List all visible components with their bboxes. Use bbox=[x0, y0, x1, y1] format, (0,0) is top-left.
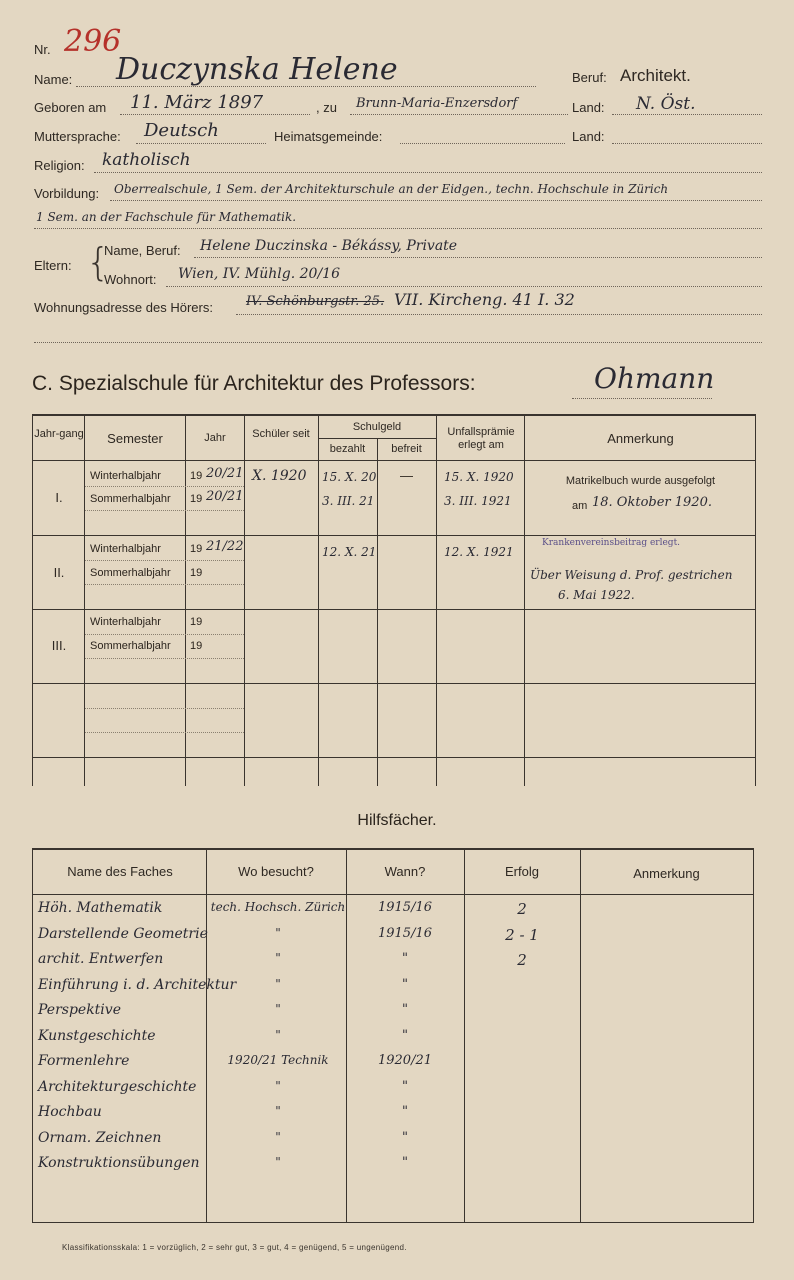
classification-scale: Klassifikationsskala: 1 = vorzüglich, 2 = sehr gut, 3 = gut, 4 = genügend, 5 = ungenügend. bbox=[62, 1243, 407, 1252]
hf-row-wann: " bbox=[402, 1155, 408, 1170]
vorbildung-line2: 1 Sem. an der Fachschule für Mathematik. bbox=[36, 210, 297, 224]
row1-unfall-2: 3. III. 1921 bbox=[444, 494, 512, 508]
hf-row-wo: " bbox=[275, 1129, 281, 1144]
row2-winter-jahr-prefix: 19 bbox=[190, 543, 203, 555]
col-jahr: Jahr bbox=[204, 432, 226, 444]
row2-bezahlt-1: 12. X. 21 bbox=[322, 545, 377, 559]
col-schulgeld: Schulgeld bbox=[352, 421, 402, 433]
zu-value: Brunn-Maria-Enzersdorf bbox=[356, 96, 518, 111]
hf-row-name: Formenlehre bbox=[38, 1053, 130, 1069]
hf-row-name: archit. Entwerfen bbox=[38, 951, 164, 967]
name-value: Duczynska Helene bbox=[116, 52, 398, 87]
col-semester: Semester bbox=[107, 431, 163, 446]
hf-row-wann: " bbox=[402, 1027, 408, 1043]
row2-winter-jahr: 21/22 bbox=[206, 539, 244, 554]
row2-sommer-jahr-prefix: 19 bbox=[190, 567, 203, 579]
hf-row-wann: " bbox=[402, 1002, 408, 1017]
hf-col-name: Name des Faches bbox=[67, 864, 173, 879]
hf-row-name: Kunstgeschichte bbox=[38, 1027, 156, 1044]
hf-row-name: Perspektive bbox=[38, 1002, 121, 1018]
hf-row-erfolg: 2 bbox=[517, 951, 527, 969]
hf-row-wann: 1920/21 bbox=[377, 1053, 432, 1068]
col-jahrgang: Jahr-gang bbox=[34, 428, 84, 440]
col-anmerkung: Anmerkung bbox=[607, 431, 674, 446]
row2-sommer: Sommerhalbjahr bbox=[90, 567, 171, 579]
row1-unfall-1: 15. X. 1920 bbox=[444, 470, 514, 484]
section-c-title: C. Spezialschule für Architektur des Professors: bbox=[32, 372, 476, 395]
nr-label: Nr. bbox=[34, 42, 51, 57]
religion-label: Religion: bbox=[34, 158, 85, 173]
row1-schueler: X. 1920 bbox=[252, 468, 307, 484]
row1-winter-jahr-prefix: 19 bbox=[190, 470, 203, 482]
adresse-struck: IV. Schönburgstr. 25. bbox=[246, 294, 385, 309]
name-label: Name: bbox=[34, 72, 73, 87]
row3-jahrgang: III. bbox=[51, 638, 67, 653]
hf-row-wann: " bbox=[402, 1129, 408, 1145]
adresse-label: Wohnungsadresse des Hörers: bbox=[34, 300, 213, 315]
row1-bezahlt-2: 3. III. 21 bbox=[322, 494, 375, 508]
muttersprache-label: Muttersprache: bbox=[34, 129, 121, 144]
hf-row-wo: " bbox=[275, 925, 281, 940]
hf-col-erfolg: Erfolg bbox=[505, 864, 539, 879]
row2-unfall-1: 12. X. 1921 bbox=[444, 545, 514, 559]
hf-row-erfolg: 2 - 1 bbox=[505, 925, 539, 944]
hf-row-wann: " bbox=[402, 1104, 408, 1119]
eltern-wohnort-value: Wien, IV. Mühlg. 20/16 bbox=[178, 266, 340, 282]
row3-sommer: Sommerhalbjahr bbox=[90, 640, 171, 652]
vorbildung-line1: Oberrealschule, 1 Sem. der Architekturschule an der Eidgen., techn. Hochschule in Zürich bbox=[114, 182, 669, 196]
row3-winter-jahr-prefix: 19 bbox=[190, 616, 203, 628]
eltern-name-value: Helene Duczinska - Békássy, Private bbox=[200, 238, 458, 254]
adresse-value: VII. Kircheng. 41 I. 32 bbox=[394, 290, 575, 309]
hf-row-wo: " bbox=[275, 1104, 281, 1118]
hf-row-wann: " bbox=[402, 976, 408, 992]
heimat-label: Heimatsgemeinde: bbox=[274, 129, 383, 144]
hf-row-name: Höh. Mathematik bbox=[38, 900, 163, 916]
nr-value: 296 bbox=[64, 24, 122, 59]
beruf-label: Beruf: bbox=[572, 70, 607, 85]
col-unfall: Unfallsprämie erlegt am bbox=[447, 426, 515, 451]
eltern-wohnort-label: Wohnort: bbox=[104, 272, 157, 287]
row1-bezahlt-1: 15. X. 20 bbox=[322, 470, 377, 484]
geboren-label: Geboren am bbox=[34, 100, 107, 115]
hf-row-wo: 1920/21 Technik bbox=[227, 1053, 329, 1067]
col-befreit: befreit bbox=[391, 443, 422, 455]
hf-row-wo: " bbox=[275, 976, 281, 991]
land2-label: Land: bbox=[572, 129, 605, 144]
geboren-value: 11. März 1897 bbox=[130, 92, 264, 113]
land-label: Land: bbox=[572, 100, 605, 115]
hf-row-name: Architekturgeschichte bbox=[38, 1078, 197, 1095]
eltern-label: Eltern: bbox=[34, 258, 72, 273]
hf-row-erfolg: 2 bbox=[517, 900, 527, 918]
hf-row-name: Ornam. Zeichnen bbox=[38, 1129, 162, 1146]
hf-col-anmerkung: Anmerkung bbox=[633, 866, 700, 881]
row2-stamp: Krankenvereinsbeitrag erlegt. bbox=[542, 538, 681, 548]
hf-row-name: Konstruktionsübungen bbox=[38, 1155, 200, 1171]
row2-anmerkung-1: Über Weisung d. Prof. gestrichen bbox=[530, 568, 733, 582]
row3-winter: Winterhalbjahr bbox=[90, 616, 161, 628]
row1-winter-jahr: 20/21 bbox=[206, 466, 244, 481]
hf-col-wann: Wann? bbox=[384, 864, 426, 879]
col-schueler: Schüler seit bbox=[252, 428, 310, 440]
row1-sommer: Sommerhalbjahr bbox=[90, 493, 171, 505]
hf-row-wo: " bbox=[275, 1002, 281, 1016]
row1-sommer-jahr-prefix: 19 bbox=[190, 493, 203, 505]
row2-winter: Winterhalbjahr bbox=[90, 543, 161, 555]
row1-winter: Winterhalbjahr bbox=[90, 470, 161, 482]
row1-anmerkung-1: Matrikelbuch wurde ausgefolgt bbox=[565, 475, 716, 487]
hf-row-name: Einführung i. d. Architektur bbox=[38, 976, 237, 993]
hf-row-wo: " bbox=[275, 1078, 281, 1093]
zu-label: , zu bbox=[316, 100, 337, 115]
row1-befreit: — bbox=[400, 468, 413, 483]
row1-jahrgang: I. bbox=[55, 490, 63, 505]
row2-anmerkung-2: 6. Mai 1922. bbox=[558, 588, 635, 602]
hilfsfaecher-title: Hilfsfächer. bbox=[357, 812, 437, 829]
beruf-value: Architekt. bbox=[620, 66, 691, 85]
eltern-name-label: Name, Beruf: bbox=[104, 243, 181, 258]
row1-anmerkung-2-prefix: am bbox=[572, 500, 588, 512]
professor-name: Ohmann bbox=[594, 362, 715, 395]
hf-row-wo: " bbox=[275, 1027, 281, 1042]
eltern-brace: { bbox=[86, 240, 111, 284]
hf-row-wann: " bbox=[402, 1078, 408, 1094]
muttersprache-value: Deutsch bbox=[144, 120, 219, 141]
hf-row-wo: " bbox=[275, 951, 281, 965]
hf-col-wo: Wo besucht? bbox=[238, 864, 314, 879]
hf-row-name: Darstellende Geometrie bbox=[38, 925, 208, 942]
hf-row-name: Hochbau bbox=[38, 1104, 102, 1120]
row2-jahrgang: II. bbox=[53, 565, 65, 580]
land-value: N. Öst. bbox=[636, 94, 696, 114]
col-bezahlt: bezahlt bbox=[329, 443, 366, 455]
hf-row-wo: " bbox=[275, 1155, 281, 1169]
row3-sommer-jahr-prefix: 19 bbox=[190, 640, 203, 652]
hf-row-wann: " bbox=[402, 951, 408, 966]
hf-row-wo: tech. Hochsch. Zürich bbox=[210, 900, 346, 914]
row1-sommer-jahr: 20/21 bbox=[206, 489, 244, 504]
vorbildung-label: Vorbildung: bbox=[34, 186, 100, 201]
row1-anmerkung-2: 18. Oktober 1920. bbox=[592, 495, 712, 510]
hf-row-wann: 1915/16 bbox=[377, 900, 432, 915]
hf-row-wann: 1915/16 bbox=[377, 925, 432, 941]
religion-value: katholisch bbox=[102, 150, 191, 170]
